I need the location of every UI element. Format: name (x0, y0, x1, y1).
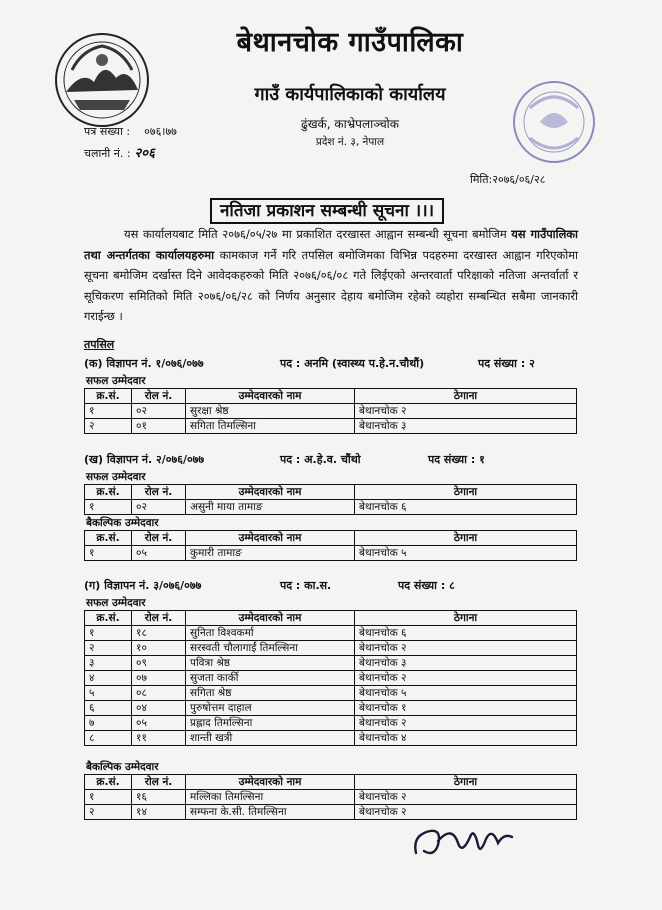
table-cell: ०७ (132, 671, 186, 686)
table-cell: कुमारी तामाङ (186, 546, 355, 561)
column-header: क्र.सं. (85, 485, 132, 500)
table-row (85, 656, 577, 671)
table-cell: बेथानचोक २ (355, 716, 577, 731)
post-name: पद : का.स. (280, 579, 332, 592)
table-cell: सुरक्षा श्रेष्ठ (186, 404, 355, 419)
dispatch-number (84, 143, 155, 161)
column-header: क्र.सं. (85, 389, 132, 404)
alternate-candidates-table (84, 530, 577, 561)
table-cell: १४ (132, 805, 186, 820)
notice-date: मिति:२०७६/०६/२८ (470, 173, 546, 186)
paragraph-part-2: कामकाज गर्ने गरि तपसिल बमोजिमका विभिन्न पदहरुमा दरखास्त आह्वान गरिएकोमा सूचना बमोजिम दर्खास्त दिने आवेदकहरुको मिति २०७६/०६/०८ गते लिईएको अन्तरवार्ता परिक्षाको नतिजा अन्तर्वार्ता र सूचिकरण समितिको मिति २०७६/०६/२८ को निर्णय अनुसार देहाय बमोजिम रहेको व्यहोरा सम्बन्धित सबैमा जानकारी गराईन्छ । (84, 247, 579, 323)
column-header: ठेगाना (355, 775, 577, 790)
column-header: क्र.सं. (85, 531, 132, 546)
table-cell: मल्लिका तिमल्सिना (186, 790, 355, 805)
column-header: ठेगाना (355, 531, 577, 546)
table-cell: ४ (85, 671, 132, 686)
table-row (85, 731, 577, 746)
table-cell: ०८ (132, 686, 186, 701)
table-cell: १६ (132, 790, 186, 805)
advertisement-heading (84, 356, 535, 371)
page-title: बेथानचोक गाउँपालिका (236, 27, 464, 58)
table-row (85, 419, 577, 434)
table-cell: ३ (85, 656, 132, 671)
table-cell: बेथानचोक ५ (355, 546, 577, 561)
table-cell: ०१ (132, 419, 186, 434)
table-cell: ०२ (132, 500, 186, 515)
paragraph-part-1: यस कार्यालयबाट मिति २०७६/०५/२७ मा प्रकाशित दरखास्त आह्वान सम्बन्धी सूचना बमोजिम (124, 227, 512, 241)
table-header-row (85, 389, 577, 404)
table-cell: ६ (85, 701, 132, 716)
table-row (85, 716, 577, 731)
table-cell: ११ (132, 731, 186, 746)
post-name: पद : अनमि (स्वास्थ्य प.हे.न.चौथौं) (280, 357, 425, 370)
table-cell: १ (85, 790, 132, 805)
post-name: पद : अ.हे.व. चौंथो (280, 453, 361, 466)
table-cell: बेथानचोक २ (355, 790, 577, 805)
table-cell: ५ (85, 686, 132, 701)
column-header: ठेगाना (355, 611, 577, 626)
address-line-2: प्रदेश नं. ३, नेपाल (315, 136, 385, 148)
table-cell: असुनी माया तामाङ (186, 500, 355, 515)
ref-value: ०७६।७७ (144, 125, 177, 138)
successful-label: सफल उम्मेदवार (86, 471, 146, 483)
successful-candidates-table (84, 388, 577, 434)
table-cell: १ (85, 626, 132, 641)
table-header-row (85, 611, 577, 626)
table-cell: शान्ती खत्री (186, 731, 355, 746)
column-header: रोल नं. (132, 389, 186, 404)
advertisement-heading (84, 578, 455, 593)
successful-label: सफल उम्मेदवार (86, 375, 146, 387)
table-cell: ०९ (132, 656, 186, 671)
table-cell: २ (85, 641, 132, 656)
table-cell: १ (85, 404, 132, 419)
notice-paragraph (84, 224, 578, 327)
table-cell: बेथानचोक ३ (355, 419, 577, 434)
column-header: उम्मेदवारको नाम (186, 611, 355, 626)
table-row (85, 671, 577, 686)
table-cell: ०५ (132, 546, 186, 561)
signature-icon (408, 815, 518, 865)
post-count: पद संख्या : १ (428, 453, 485, 466)
table-cell: बेथानचोक ६ (355, 500, 577, 515)
table-cell: ०२ (132, 404, 186, 419)
table-cell: बेथानचोक ६ (355, 626, 577, 641)
table-row (85, 626, 577, 641)
table-row (85, 790, 577, 805)
column-header: क्र.सं. (85, 775, 132, 790)
table-row (85, 641, 577, 656)
alternate-candidates-table (84, 774, 577, 820)
table-cell: ८ (85, 731, 132, 746)
column-header: रोल नं. (132, 485, 186, 500)
municipality-logo-icon (52, 30, 152, 130)
table-cell: १० (132, 641, 186, 656)
tapsil-heading: तपसिल (84, 338, 115, 351)
table-header-row (85, 485, 577, 500)
table-cell: सुजता कार्की (186, 671, 355, 686)
paragraph-bold: यस गाउँपालिका तथा अन्तर्गतका कार्यालयहरुमा (84, 227, 578, 262)
table-cell: सगिता तिमल्सिना (186, 419, 355, 434)
table-cell: प्रह्लाद तिमल्सिना (186, 716, 355, 731)
advertisement-heading (84, 452, 485, 467)
advertisement-number: (ग) विज्ञापन नं. ३/०७६/०७७ (84, 579, 202, 592)
table-cell: बेथानचोक २ (355, 671, 577, 686)
table-cell: १८ (132, 626, 186, 641)
reference-number (84, 124, 177, 139)
table-cell: बेथानचोक ४ (355, 731, 577, 746)
address-line-1: ढुंखर्क, काभ्रेपलाञ्चोक (300, 117, 400, 131)
ref-label: पत्र संख्या : (84, 125, 131, 138)
notice-title: नतिजा प्रकाशन सम्बन्धी सूचना ।।। (210, 198, 444, 224)
table-cell: बेथानचोक २ (355, 404, 577, 419)
successful-candidates-table (84, 484, 577, 515)
table-cell: बेथानचोक १ (355, 701, 577, 716)
table-cell: सगिता श्रेष्ठ (186, 686, 355, 701)
column-header: उम्मेदवारको नाम (186, 389, 355, 404)
post-count: पद संख्या : ८ (398, 579, 455, 592)
successful-label: सफल उम्मेदवार (86, 597, 146, 609)
table-cell: १ (85, 500, 132, 515)
column-header: रोल नं. (132, 775, 186, 790)
table-cell: बेथानचोक ५ (355, 686, 577, 701)
column-header: उम्मेदवारको नाम (186, 531, 355, 546)
table-cell: बेथानचोक ३ (355, 656, 577, 671)
table-row (85, 686, 577, 701)
table-header-row (85, 531, 577, 546)
table-cell: सुनिता विश्वकर्मा (186, 626, 355, 641)
table-cell: पुरुषोत्तम दाहाल (186, 701, 355, 716)
table-cell: ०४ (132, 701, 186, 716)
column-header: उम्मेदवारको नाम (186, 775, 355, 790)
dispatch-value: २०६ (134, 146, 155, 161)
column-header: क्र.सं. (85, 611, 132, 626)
alternate-label: बैकल्पिक उम्मेदवार (86, 761, 159, 773)
table-cell: ०५ (132, 716, 186, 731)
successful-candidates-table (84, 610, 577, 746)
table-cell: सरस्वती चौलागाईं तिमल्सिना (186, 641, 355, 656)
column-header: उम्मेदवारको नाम (186, 485, 355, 500)
column-header: ठेगाना (355, 389, 577, 404)
table-row (85, 701, 577, 716)
alternate-label: बैकल्पिक उम्मेदवार (86, 517, 159, 529)
advertisement-number: (ख) विज्ञापन नं. २/०७६/०७७ (84, 453, 205, 466)
advertisement-number: (क) विज्ञापन नं. १/०७६/०७७ (84, 357, 204, 370)
column-header: रोल नं. (132, 611, 186, 626)
table-row (85, 404, 577, 419)
table-cell: पवित्रा श्रेष्ठ (186, 656, 355, 671)
table-row (85, 500, 577, 515)
post-count: पद संख्या : २ (478, 357, 535, 370)
column-header: रोल नं. (132, 531, 186, 546)
table-cell: सम्फना के.सी. तिमल्सिना (186, 805, 355, 820)
table-cell: २ (85, 805, 132, 820)
table-row (85, 546, 577, 561)
column-header: ठेगाना (355, 485, 577, 500)
table-cell: २ (85, 419, 132, 434)
office-subtitle: गाउँ कार्यपालिकाको कार्यालय (254, 84, 446, 105)
table-header-row (85, 775, 577, 790)
table-cell: बेथानचोक २ (355, 641, 577, 656)
dispatch-label: चलानी नं. : (84, 147, 131, 160)
table-cell: बेथानचोक २ (355, 805, 577, 820)
table-cell: ७ (85, 716, 132, 731)
table-cell: १ (85, 546, 132, 561)
